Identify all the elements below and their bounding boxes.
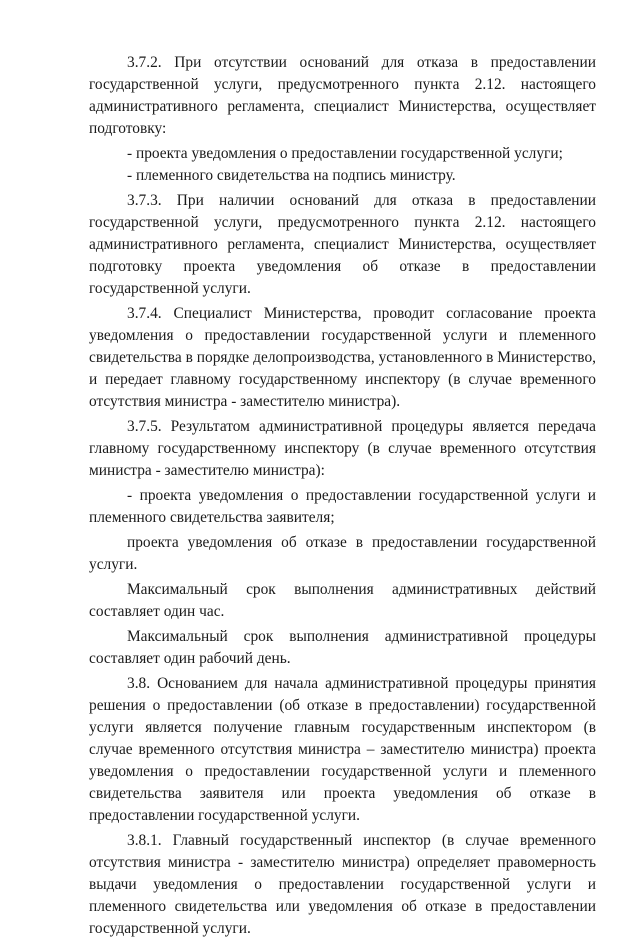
list-item-notification-draft: - проекта уведомления о предоставлении государственной услуги; (127, 145, 563, 162)
paragraph-3-7-3: 3.7.3. При наличии оснований для отказа в предоставлении государственной услуги, предусмотренного пункта 2.12. настоящего административного регламента, специалист Министерства, осуществляет подготовку проекта уведомления об отказе в предоставлении государственной услуги. (89, 192, 596, 297)
list-item-breeding-certificate: - племенного свидетельства на подпись министру. (127, 167, 456, 184)
list-item-refusal-notification: проекта уведомления об отказе в предоставлении государственной услуги. (89, 534, 596, 573)
paragraph-max-term-actions: Максимальный срок выполнения административных действий составляет один час. (89, 581, 596, 620)
paragraph-3-7-4: 3.7.4. Специалист Министерства, проводит согласование проекта уведомления о предоставлении государственной услуги и племенного свидетельства в порядке делопроизводства, установленного в Министерство, и передает главному государственному инспектору (в случае временного отсутствия министра - заместителю министра). (89, 305, 596, 410)
paragraph-3-7-5: 3.7.5. Результатом административной процедуры является передача главному государственному инспектору (в случае временного отсутствия министра - заместителю министра): (89, 418, 596, 479)
paragraph-3-8: 3.8. Основанием для начала административной процедуры принятия решения о предоставлении (об отказе в предоставлении) государственной услуги является получение главным государственным инспектором (в случае временного отсутствия министра – заместителю министра) проекта уведомления о предоставлении государственной услуги и племенного свидетельства заявителя или проекта уведомления об отказе в предоставлении государственной услуги. (89, 675, 596, 824)
paragraph-3-7-2: 3.7.2. При отсутствии оснований для отказа в предоставлении государственной услуги, предусмотренного пункта 2.12. настоящего административного регламента, специалист Министерства, осуществляет подготовку: (89, 54, 596, 137)
document-body (89, 52, 596, 940)
paragraph-3-8-1: 3.8.1. Главный государственный инспектор (в случае временного отсутствия министра - заместителю министра) определяет правомерность выдачи уведомления о предоставлении государственной услуги и племенного свидетельства или уведомления об отказе в предоставлении государственной услуги. (89, 832, 596, 937)
paragraph-max-term-procedure: Максимальный срок выполнения административной процедуры составляет один рабочий день. (89, 628, 596, 667)
list-item-provision-notification: - проекта уведомления о предоставлении государственной услуги и племенного свидетельства заявителя; (89, 487, 596, 526)
